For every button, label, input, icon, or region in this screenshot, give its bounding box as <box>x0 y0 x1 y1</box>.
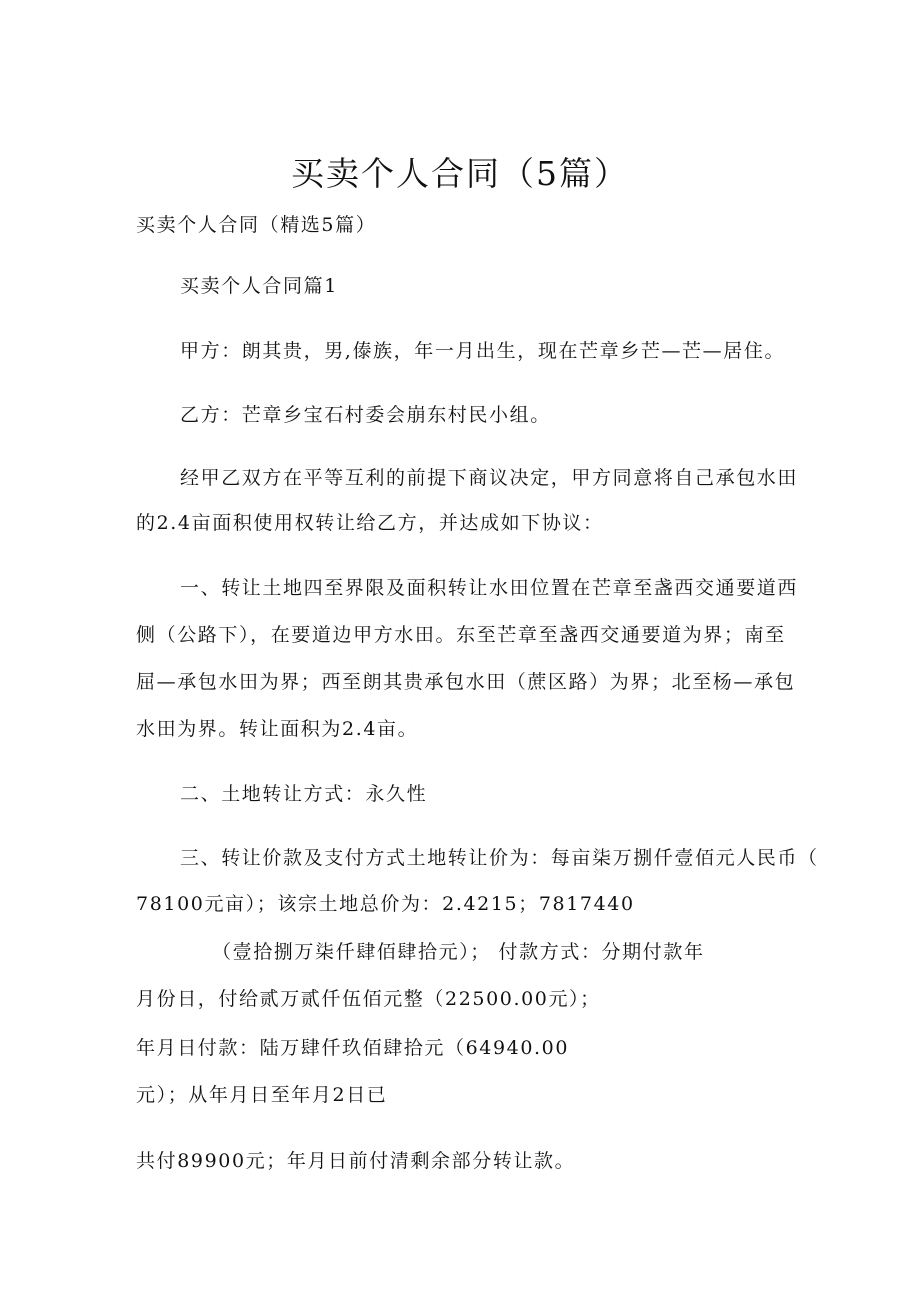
document-title: 买卖个人合同（5篇） <box>291 154 629 193</box>
clause-3-line: 共付89900元；年月日前付清剩余部分转让款。 <box>136 1150 576 1172</box>
clause-3-line: 三、转让价款及支付方式土地转让价为：每亩柒万捌仟壹佰元人民币（ <box>180 847 819 869</box>
clause-2-paragraph: 二、土地转让方式：永久性 <box>180 783 428 805</box>
clause-1-line: 屈—承包水田为界；西至朗其贵承包水田（蔗区路）为界；北至杨—承包 <box>136 671 796 693</box>
section-heading: 买卖个人合同篇1 <box>180 275 338 297</box>
clause-3-line: 月份日，付给贰万贰仟伍佰元整（22500.00元）； <box>136 988 601 1010</box>
clause-3-line: 年月日付款：陆万肆仟玖佰肆拾元（64940.00 <box>136 1037 570 1059</box>
intro-paragraph-line: 经甲乙双方在平等互利的前提下商议决定，甲方同意将自己承包水田 <box>180 467 799 489</box>
document-subtitle: 买卖个人合同（精选5篇） <box>136 214 377 236</box>
clause-3-line: 元）；从年月日至年月2日已 <box>136 1084 388 1106</box>
party-b-paragraph: 乙方：芒章乡宝石村委会崩东村民小组。 <box>180 404 551 426</box>
clause-1-line: 水田为界。转让面积为2.4亩。 <box>136 718 419 740</box>
clause-3-line: （壹拾捌万柒仟肆佰肆拾元）； 付款方式：分期付款年 <box>212 941 705 963</box>
party-a-paragraph: 甲方：朗其贵，男,傣族，年一月出生，现在芒章乡芒—芒—居住。 <box>180 340 786 362</box>
clause-3-line: 78100元亩）；该宗土地总价为：2.4215；7817440 <box>136 893 635 915</box>
clause-1-line: 一、转让土地四至界限及面积转让水田位置在芒章至盏西交通要道西 <box>180 577 799 599</box>
intro-paragraph-line: 的2.4亩面积使用权转让给乙方，并达成如下协议： <box>136 512 604 534</box>
clause-1-line: 侧（公路下），在要道边甲方水田。东至芒章至盏西交通要道为界；南至 <box>136 624 786 646</box>
